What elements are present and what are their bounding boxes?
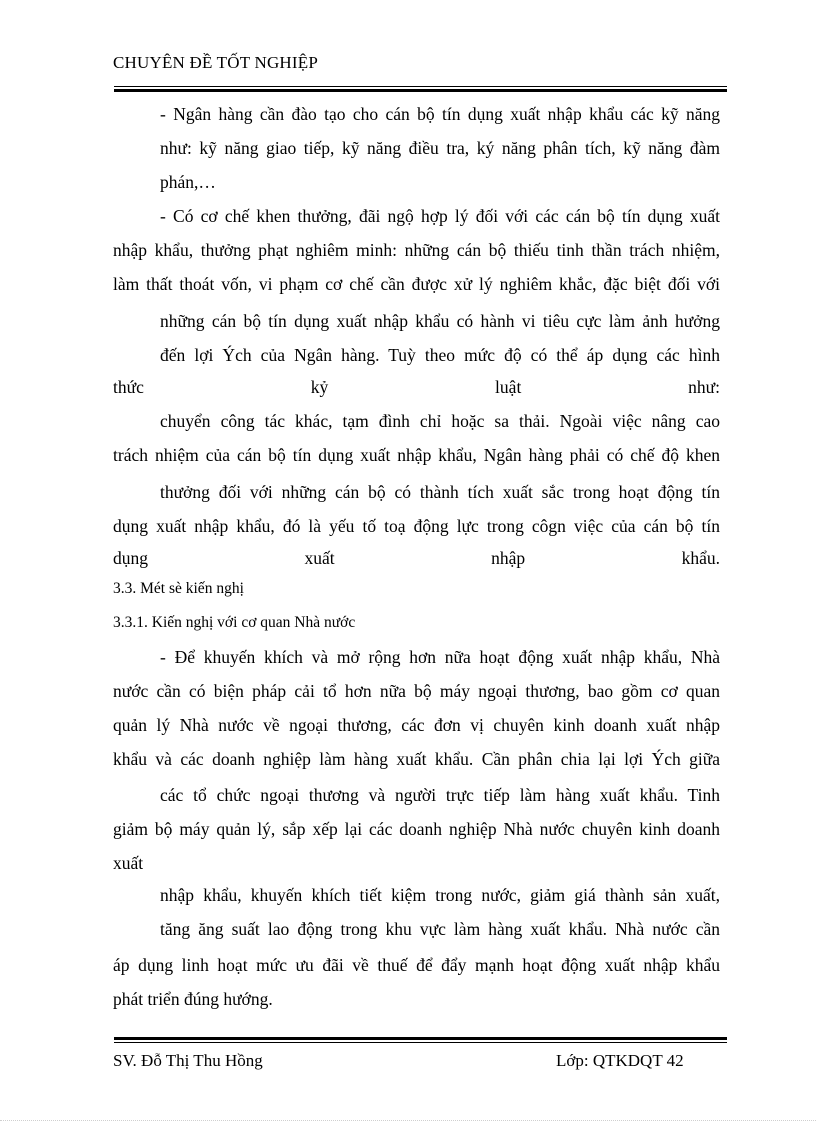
text-line: những cán bộ tín dụng xuất nhập khẩu có hành vi tiêu cực làm ảnh hưởng [160, 311, 720, 331]
text-line: quản lý Nhà nước về ngoại thương, các đơn vị chuyên kinh doanh xuất nhập [113, 715, 720, 735]
footer-rule [114, 1037, 727, 1043]
text-line: thưởng đối với những cán bộ có thành tích xuất sắc trong hoạt động tín [160, 482, 720, 502]
text-line: trách nhiệm của cán bộ tín dụng xuất nhập khẩu, Ngân hàng phải có chế độ khen [113, 445, 720, 465]
text-line: chuyển công tác khác, tạm đình chỉ hoặc sa thải. Ngoài việc nâng cao [160, 411, 720, 431]
text-line: giảm bộ máy quản lý, sắp xếp lại các doanh nghiệp Nhà nước chuyên kinh doanh [113, 819, 720, 839]
text-line: như: kỹ năng giao tiếp, kỹ năng điều tra, ký năng phân tích, kỹ năng đàm [160, 138, 720, 158]
text-line: làm thất thoát vốn, vi phạm cơ chế cần được xử lý nghiêm khắc, đặc biệt đối với [113, 274, 720, 294]
text-line: dụng xuất nhập khẩu. [113, 548, 720, 568]
text-line: xuất [113, 853, 144, 873]
footer-student-name: SV. Đỗ Thị Thu Hồng [113, 1051, 263, 1070]
footer-class: Lớp: QTKDQT 42 [556, 1051, 684, 1070]
text-line: các tổ chức ngoại thương và người trực tiếp làm hàng xuất khẩu. Tinh [160, 785, 720, 805]
text-line: phán,… [160, 172, 216, 192]
text-line: tăng ăng suất lao động trong khu vực làm hàng xuất khẩu. Nhà nước cần [160, 919, 720, 939]
page-edge-divider [0, 1120, 816, 1121]
text-line: - Để khuyến khích và mở rộng hơn nữa hoạt động xuất nhập khẩu, Nhà [160, 647, 720, 667]
text-line: nước cần có biện pháp cải tổ hơn nữa bộ máy ngoại thương, bao gồm cơ quan [113, 681, 720, 701]
text-line: khẩu và các doanh nghiệp làm hàng xuất khẩu. Cần phân chia lại lợi Ých giữa [113, 749, 720, 769]
text-line: phát triển đúng hướng. [113, 989, 273, 1009]
text-line: đến lợi Ých của Ngân hàng. Tuỳ theo mức độ có thể áp dụng các hình [160, 345, 720, 365]
text-line: - Có cơ chế khen thưởng, đãi ngộ hợp lý đối với các cán bộ tín dụng xuất [160, 206, 720, 226]
page-header-title: CHUYÊN ĐỀ TỐT NGHIỆP [113, 53, 319, 72]
header-rule [114, 86, 727, 92]
text-line: dụng xuất nhập khẩu, đó là yếu tố toạ động lực trong côgn việc của cán bộ tín [113, 516, 720, 536]
subsection-heading: 3.3.1. Kiến nghị với cơ quan Nhà nước [113, 614, 356, 631]
section-heading: 3.3. Mét sè kiến nghị [113, 580, 244, 597]
text-line: áp dụng linh hoạt mức ưu đãi về thuế để đẩy mạnh hoạt động xuất nhập khẩu [113, 955, 720, 975]
text-line: nhập khẩu, thưởng phạt nghiêm minh: những cán bộ thiếu tinh thần trách nhiệm, [113, 240, 720, 260]
text-line: nhập khẩu, khuyến khích tiết kiệm trong nước, giảm giá thành sản xuất, [160, 885, 720, 905]
text-line: thức kỷ luật như: [113, 377, 720, 397]
text-line: - Ngân hàng cần đào tạo cho cán bộ tín dụng xuất nhập khẩu các kỹ năng [160, 104, 720, 124]
